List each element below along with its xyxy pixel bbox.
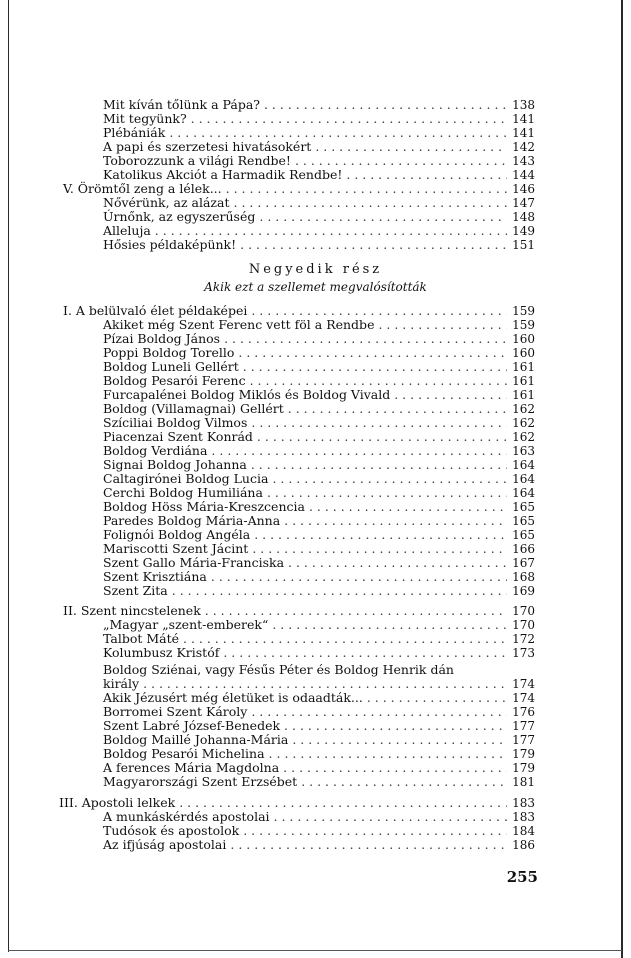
dot-leader [295,153,507,168]
toc-entry-title: Boldog Pesarói Michelina [103,746,265,761]
toc-entry-page: 186 [512,838,535,852]
dot-leader [254,527,507,542]
toc-entry-title: Az ifjúság apostolai [103,837,227,852]
toc-entry [103,541,535,556]
toc-entry [103,569,535,584]
toc-entry [103,513,535,528]
dot-leader [238,345,507,360]
toc-entry-title: Akiket még Szent Ferenc vett föl a Rendbe [103,317,375,332]
toc-entry-page: 162 [512,402,535,416]
toc-entry [103,345,535,360]
toc-section-title: V. Örömtől zeng a lélek... [63,181,222,196]
dot-leader [367,690,507,705]
toc-section-heading [63,303,535,318]
toc-entry [103,457,535,472]
toc-entry-page: 146 [512,182,535,196]
toc-entry [103,527,535,542]
toc-entry-title: Paredes Boldog Mária-Anna [103,513,281,528]
toc-entry [103,471,535,486]
dot-leader [301,774,507,789]
dot-leader [252,541,507,556]
dot-leader [234,195,508,210]
dot-leader [226,181,507,196]
dot-leader [230,837,507,852]
dot-leader [288,555,507,570]
toc-entry [103,111,535,126]
toc-entry-page: 165 [512,528,535,542]
dot-leader [346,167,507,182]
dot-leader [315,139,507,154]
toc-entry [103,809,535,824]
dot-leader [284,513,507,528]
toc-entry [103,97,535,112]
toc-entry-page: 174 [512,691,535,705]
toc-entry-title: Szíciliai Boldog Vilmos [103,415,248,430]
toc-entry-page: 160 [512,332,535,346]
toc-entry-page: 143 [512,154,535,168]
toc-entry-page: 141 [512,112,535,126]
toc-entry-title: Piacenzai Szent Konrád [103,429,253,444]
toc-entry [103,373,535,388]
toc-entry-page: 138 [512,98,535,112]
toc-entry-page: 183 [512,810,535,824]
toc-entry-page: 169 [512,584,535,598]
toc-entry-title: Magyarországi Szent Erzsébet [103,774,298,789]
toc-entry-title: Pízai Boldog János [103,331,221,346]
toc-entry-page: 167 [512,556,535,570]
toc-entry-title-line1: Boldog Sziénai, vagy Fésűs Péter és Boldog Henrik dán [103,662,454,677]
dot-leader [272,617,507,632]
toc-entry-title: Mit kíván tőlünk a Pápa? [103,97,260,112]
dot-leader [223,645,507,660]
toc-entry [103,732,535,747]
toc-entry-title: Alleluja [103,223,151,238]
toc-entry [103,209,535,224]
toc-entry-page: 179 [512,761,535,775]
toc-section-title: I. A belülvaló élet példaképei [63,303,248,318]
toc-entry-page: 184 [512,824,535,838]
toc-entry-title: „Magyar „szent-emberek“ [103,617,269,632]
toc-entry [103,760,535,775]
toc-entry-title: Toborozzunk a világi Rendbe! [103,153,291,168]
toc-entry-page: 170 [512,604,535,618]
toc-entry [103,223,535,238]
toc-entry [103,139,535,154]
toc-entry-title: Szent Krisztiána [103,569,207,584]
dot-leader [251,457,507,472]
toc-entry-page: 173 [512,646,535,660]
dot-leader [179,795,507,810]
dot-leader [251,303,507,318]
toc-entry-page: 170 [512,618,535,632]
dot-leader [250,373,507,388]
dot-leader [259,209,507,224]
toc-entry-page: 163 [512,444,535,458]
toc-entry-page: 161 [512,360,535,374]
toc-entry-title: Poppi Boldog Torello [103,345,235,360]
toc-section-title: II. Szent nincstelenek [63,603,201,618]
toc-entry [103,387,535,402]
toc-entry-page: 142 [512,140,535,154]
dot-leader [243,823,507,838]
toc-entry-page: 162 [512,430,535,444]
toc-entry-page: 181 [512,775,535,789]
dot-leader [309,499,507,514]
toc-section-heading [63,603,535,618]
dot-leader [191,111,507,126]
toc-entry-page: 174 [512,677,535,691]
toc-entry-title: Boldog Verdiána [103,443,208,458]
toc-entry-page: 177 [512,719,535,733]
dot-leader [394,387,507,402]
toc-entry [103,676,535,691]
toc-entry [103,415,535,430]
toc-entry-page: 172 [512,632,535,646]
toc-entry-title: Tudósok és apostolok [103,823,240,838]
dot-leader [183,631,507,646]
dot-leader [240,237,507,252]
toc-section-heading [63,181,535,196]
toc-section-heading [59,795,535,810]
toc-entry-title: Mit tegyünk? [103,111,187,126]
toc-entry [103,746,535,761]
toc-entry-title: Szent Zita [103,583,168,598]
toc-entry [103,401,535,416]
toc-entry-page: 162 [512,416,535,430]
dot-leader [288,401,507,416]
toc-entry-title: Akik Jézusért még életüket is odaadták... [103,690,363,705]
toc-entry [103,125,535,140]
toc-entry-page: 168 [512,570,535,584]
toc-entry-page: 179 [512,747,535,761]
toc-entry-page: 144 [512,168,535,182]
dot-leader [172,583,507,598]
toc-entry-page: 164 [512,486,535,500]
page-number: 255 [506,868,538,886]
toc-entry [103,823,535,838]
dot-leader [143,676,507,691]
dot-leader [251,415,507,430]
toc-entry-title: Kolumbusz Kristóf [103,645,220,660]
dot-leader [211,443,507,458]
toc-entry-title: Plébániák [103,125,166,140]
dot-leader [284,718,507,733]
toc-entry [103,195,535,210]
toc-entry-page: 160 [512,346,535,360]
dot-leader [224,331,507,346]
dot-leader [283,760,507,775]
toc-entry-page: 176 [512,705,535,719]
toc-entry-title: Borromei Szent Károly [103,704,248,719]
dot-leader [292,732,507,747]
dot-leader [211,569,507,584]
toc-entry-title: Talbot Máté [103,631,180,646]
toc-entry [103,429,535,444]
toc-entry [103,704,535,719]
toc-entry-page: 183 [512,796,535,810]
dot-leader [264,97,507,112]
toc-entry-title: A munkáskérdés apostolai [103,809,270,824]
toc-entry-title: Úrnőnk, az egyszerűség [103,209,256,224]
toc-entry-title: Hősies példaképünk! [103,237,237,252]
toc-entry [103,631,535,646]
dot-leader [269,746,507,761]
toc-entry [103,499,535,514]
toc-entry-page: 165 [512,500,535,514]
toc-entry-title: Signai Boldog Johanna [103,457,247,472]
toc-entry-title: Boldog Maillé Johanna-Mária [103,732,289,747]
dot-leader [251,704,507,719]
toc-section-title: III. Apostoli lelkek [59,795,176,810]
toc-entry [103,237,535,252]
dot-leader [257,429,507,444]
toc-entry [103,485,535,500]
toc-entry [103,645,535,660]
dot-leader [169,125,507,140]
toc-entry-page: 147 [512,196,535,210]
toc-entry-title: Boldog Pesarói Ferenc [103,373,246,388]
toc-entry-title: Boldog Höss Mária-Kreszcencia [103,499,305,514]
dot-leader [274,809,507,824]
part-title: Negyedik rész [248,262,383,277]
toc-entry-page: 165 [512,514,535,528]
toc-entry [103,837,535,852]
toc-entry [103,443,535,458]
part-subtitle: Akik ezt a szellemet megvalósították [204,280,427,294]
toc-entry-title: Katolikus Akciót a Harmadik Rendbe! [103,167,343,182]
toc-entry-page: 177 [512,733,535,747]
toc-entry-page: 161 [512,374,535,388]
toc-entry-title: Furcapalénei Boldog Miklós és Boldog Vivald [103,387,391,402]
toc-entry [103,555,535,570]
toc-entry [103,718,535,733]
toc-entry [103,617,535,632]
toc-entry-page: 159 [512,304,535,318]
toc-entry [103,583,535,598]
toc-entry-title: Nővérünk, az alázat [103,195,230,210]
dot-leader [155,223,507,238]
toc-entry [103,317,535,332]
toc-entry-title: A ferences Mária Magdolna [103,760,280,775]
toc-entry-title: Szent Labré József-Benedek [103,718,281,733]
toc-entry [103,774,535,789]
toc-entry-title: Caltagirónei Boldog Lucia [103,471,269,486]
toc-entry [103,690,535,705]
dot-leader [205,603,507,618]
toc-entry-title: Boldog Luneli Gellért [103,359,239,374]
toc-entry-title: Mariscotti Szent Jácint [103,541,249,556]
toc-entry-page: 141 [512,126,535,140]
dot-leader [272,471,507,486]
toc-entry-title: A papi és szerzetesi hivatásokért [103,139,312,154]
toc-entry [103,359,535,374]
toc-entry [103,331,535,346]
toc-entry-page: 148 [512,210,535,224]
toc-entry-page: 161 [512,388,535,402]
toc-entry-page: 151 [512,238,535,252]
dot-leader [267,485,507,500]
toc-entry-title: Folignói Boldog Angéla [103,527,251,542]
dot-leader [243,359,507,374]
toc-entry-page: 164 [512,472,535,486]
toc-entry-title: Cerchi Boldog Humiliána [103,485,263,500]
toc-entry-title: király [103,676,140,691]
toc-entry-page: 149 [512,224,535,238]
toc-entry-page: 166 [512,542,535,556]
toc-entry-title: Szent Gallo Mária-Franciska [103,555,285,570]
toc-entry-title: Boldog (Villamagnai) Gellért [103,401,284,416]
toc-entry [103,167,535,182]
toc-entry [103,153,535,168]
toc-entry-page: 164 [512,458,535,472]
toc-entry-page: 159 [512,318,535,332]
dot-leader [378,317,507,332]
